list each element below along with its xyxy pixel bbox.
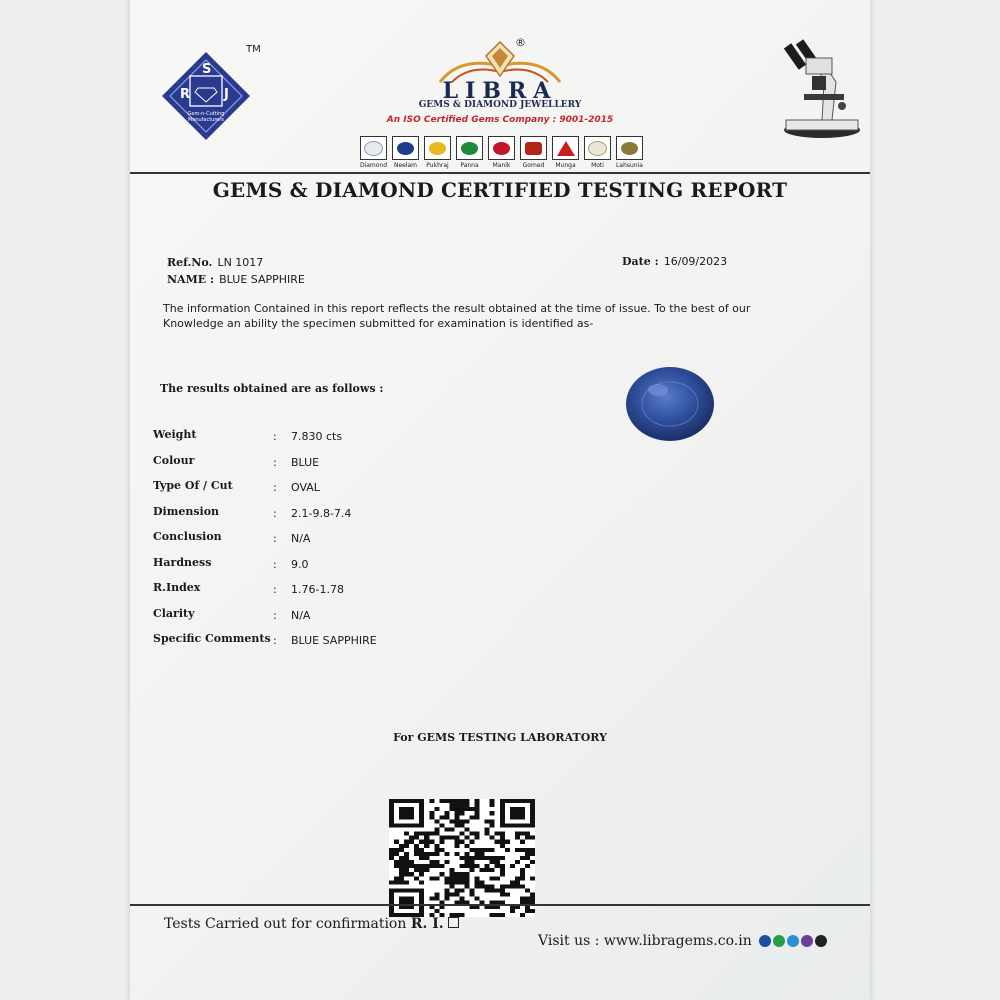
ri-label: R. I.: [410, 916, 444, 932]
results-heading: The results obtained are as follows :: [160, 382, 384, 395]
footer-divider: [130, 904, 870, 906]
gem-panna: Panna: [455, 136, 484, 169]
ref-label: Ref.No.: [167, 256, 213, 269]
gem-diamond: Diamond: [359, 136, 388, 169]
neelam-gem-icon: [397, 142, 414, 155]
registered-mark: ®: [515, 36, 526, 49]
gem-munga: Munga: [551, 136, 580, 169]
gem-strip: [359, 136, 644, 169]
manik-gem-icon: [493, 142, 510, 155]
gem-lahsunia: Lahsunia: [615, 136, 644, 169]
intro-paragraph: The information Contained in this report reflects the result obtained at the time of issue. To the best of our Knowledge an ability the specimen submitted for examination is identified as-: [163, 302, 751, 330]
report-date: [622, 250, 727, 269]
visit-label: Visit us :: [538, 933, 600, 949]
website-link[interactable]: www.libragems.co.in: [603, 933, 752, 949]
gomed-gem-icon: [525, 142, 542, 155]
panna-gem-icon: [461, 142, 478, 155]
microscope-icon: [772, 36, 862, 140]
facebook-icon[interactable]: [759, 935, 771, 947]
gem-manik: Manik: [487, 136, 516, 169]
lab-signature-label: For GEMS TESTING LABORATORY: [393, 731, 607, 744]
brand-subtitle: GEMS & DIAMOND JEWELLERY: [418, 100, 582, 110]
instagram-icon[interactable]: [815, 935, 827, 947]
header-divider: [130, 172, 870, 174]
trademark-mark: TM: [246, 44, 261, 55]
twitter-icon[interactable]: [787, 935, 799, 947]
svg-text:Gem-n-Cutting: Gem-n-Cutting: [187, 111, 225, 117]
website-line: [538, 933, 827, 949]
tests-text: Tests Carried out for confirmation: [164, 916, 407, 932]
munga-gem-icon: [557, 141, 575, 156]
gem-moti: Moti: [583, 136, 612, 169]
report-title: GEMS & DIAMOND CERTIFIED TESTING REPORT: [212, 178, 788, 202]
date-label: Date :: [622, 255, 659, 268]
srj-diamond-icon: [160, 50, 252, 142]
name-label: NAME :: [167, 273, 215, 286]
specimen-name: [167, 268, 305, 287]
ref-value: LN 1017: [217, 256, 264, 269]
tests-note: [164, 916, 459, 932]
diamond-gem-icon: [364, 141, 383, 156]
lahsunia-gem-icon: [621, 142, 638, 155]
social-icons: [759, 935, 827, 947]
certificate-page: TM S R J Gem-n-Cutting Manufacturers ® LIBRA GEMS & DIAMOND JEWELLERY An ISO Certified Gems Company : 9001-2015 Diamond Neelam Pukhraj Panna Manik Gomed Munga Moti Lahsunia GEMS & DIAMOND CERTIFIED TESTING REPORT Ref.No. LN 1017 NAME : BLUE SAPPHIRE Date : 16/09/2023 The information Contained in this report reflects the result obtained at the time of issue. To the best of our Knowledge an ability the specimen submitted for examination is identified as- The results obtained are as follows : Weight : 7.830 cts Colour : BLUE Type Of / Cut : OVAL Dimension : 2.1-9.8-7.4 Conclusion : N/A Hardness : 9.0 R.Index : 1.76-1.78 Clarity : N/A Specific Comments : BLUE SAPPHIRE For GEMS TESTING LABORATORY Tests Carried out for confirmation R. I. Visit us : www.libragems.co.in: [130, 0, 870, 1000]
name-value: BLUE SAPPHIRE: [219, 273, 305, 286]
gem-gomed: Gomed: [519, 136, 548, 169]
gem-pukhraj: Pukhraj: [423, 136, 452, 169]
whatsapp-icon[interactable]: [773, 935, 785, 947]
qr-code[interactable]: [389, 799, 535, 917]
date-value: 16/09/2023: [663, 255, 728, 268]
checkbox-icon: [448, 917, 459, 928]
pukhraj-gem-icon: [429, 142, 446, 155]
youtube-icon[interactable]: [801, 935, 813, 947]
srj-letter-s: S: [202, 62, 212, 77]
srj-logo: [160, 44, 261, 142]
brand-name: LIBRA: [442, 78, 558, 104]
svg-text:Manufacturers: Manufacturers: [187, 117, 225, 123]
srj-letter-r: R: [180, 87, 191, 102]
blue-sapphire-image: [622, 364, 718, 444]
iso-certification: An ISO Certified Gems Company : 9001-2015: [386, 115, 614, 125]
gem-neelam: Neelam: [391, 136, 420, 169]
moti-gem-icon: [588, 141, 607, 156]
srj-letter-j: J: [224, 87, 229, 102]
